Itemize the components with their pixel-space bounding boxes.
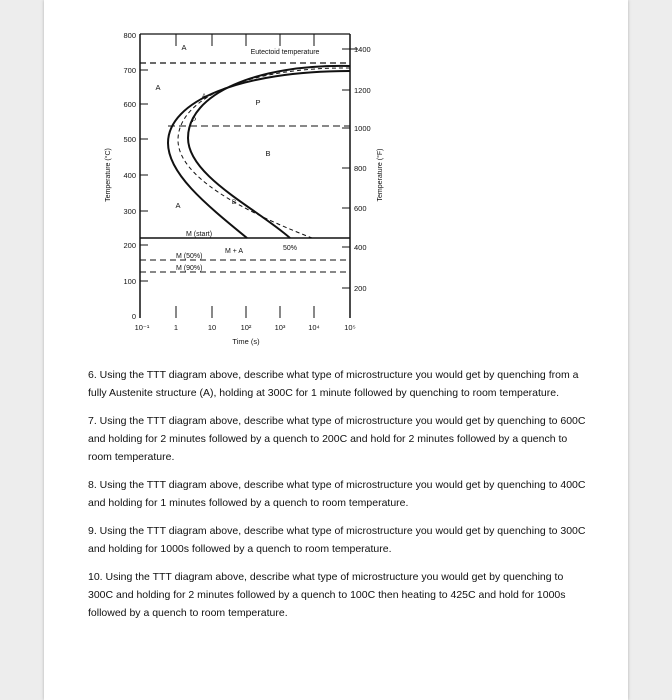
celsius-tick-labels (123, 31, 136, 321)
time-axis-label: Time (s) (232, 337, 260, 346)
c-tick-800: 800 (123, 31, 136, 40)
f-tick-1000: 1000 (354, 124, 371, 133)
fahrenheit-axis-label: Temperature (°F) (377, 148, 384, 202)
question-list (88, 366, 588, 632)
c-tick-300: 300 (123, 207, 136, 216)
eutectoid-label: Eutectoid temperature (250, 49, 320, 56)
t-tick-4: 10³ (274, 323, 286, 332)
t-tick-0: 10⁻¹ (134, 323, 150, 332)
time-tick-labels (135, 323, 356, 332)
m-start-label: M (start) (186, 231, 213, 238)
fifty-percent-label: 50% (282, 245, 298, 252)
m-plus-a-label: M + A (224, 248, 244, 255)
c-tick-100: 100 (123, 277, 136, 286)
bainite-curve-label: B (231, 199, 237, 206)
pearlite-curve-label: P (191, 117, 197, 124)
t-tick-5: 10⁴ (308, 323, 320, 332)
fahrenheit-tick-labels (354, 45, 371, 293)
t-tick-2: 10 (207, 323, 217, 332)
c-tick-400: 400 (123, 171, 136, 180)
t-tick-1: 1 (173, 323, 179, 332)
start-curve (168, 71, 350, 238)
austenite-upper-label: A (155, 83, 161, 92)
f-tick-400: 400 (354, 243, 367, 252)
t-tick-6: 10⁵ (344, 323, 356, 332)
c-tick-0: 0 (131, 312, 136, 321)
c-tick-700: 700 (123, 66, 136, 75)
c-tick-600: 600 (123, 100, 136, 109)
m-50-label: M (50%) (176, 253, 203, 260)
question-9: 9. Using the TTT diagram above, describe what type of microstructure you would get by quenching to 300C and holding for 1000s followed by a quench to room temperature. (88, 525, 586, 555)
question-7: 7. Using the TTT diagram above, describe what type of microstructure you would get by quenching to 600C and holding for 2 minutes followed by a quench to 200C and hold for 2 minutes followed by a quench to room temperature. (88, 415, 586, 463)
f-tick-1400: 1400 (354, 45, 371, 54)
m-90-label: M (90%) (176, 265, 203, 272)
austenite-bottom-label: A (175, 201, 181, 210)
f-tick-200: 200 (354, 284, 367, 293)
f-tick-1200: 1200 (354, 86, 371, 95)
celsius-tick-marks (140, 70, 148, 281)
c-tick-200: 200 (123, 241, 136, 250)
question-10: 10. Using the TTT diagram above, describe what type of microstructure you would get by quenching to 300C and holding for 2 minutes followed by a quench to 100C then heating to 425C and hold for 1000s followed by a quench to room temperature. (88, 571, 566, 619)
celsius-axis-label: Temperature (°C) (105, 148, 112, 202)
top-tick-marks (176, 34, 314, 46)
austenite-mid-label: A (201, 93, 207, 100)
ttt-diagram (44, 0, 628, 360)
f-tick-600: 600 (354, 204, 367, 213)
question-6: 6. Using the TTT diagram above, describe what type of microstructure you would get by quenching from a fully Austenite structure (A), holding at 300C for 1 minute followed by quenching to room temperature. (88, 369, 579, 399)
time-tick-marks (176, 306, 314, 318)
document-page (44, 0, 628, 700)
f-tick-800: 800 (354, 164, 367, 173)
austenite-top-label: A (181, 43, 187, 52)
pearlite-region-label: P (255, 98, 261, 107)
question-8: 8. Using the TTT diagram above, describe what type of microstructure you would get by quenching to 400C and holding for 1 minutes followed by a quench to room temperature. (88, 479, 586, 509)
bainite-region-label: B (265, 149, 271, 158)
t-tick-3: 10² (240, 323, 252, 332)
c-tick-500: 500 (123, 135, 136, 144)
